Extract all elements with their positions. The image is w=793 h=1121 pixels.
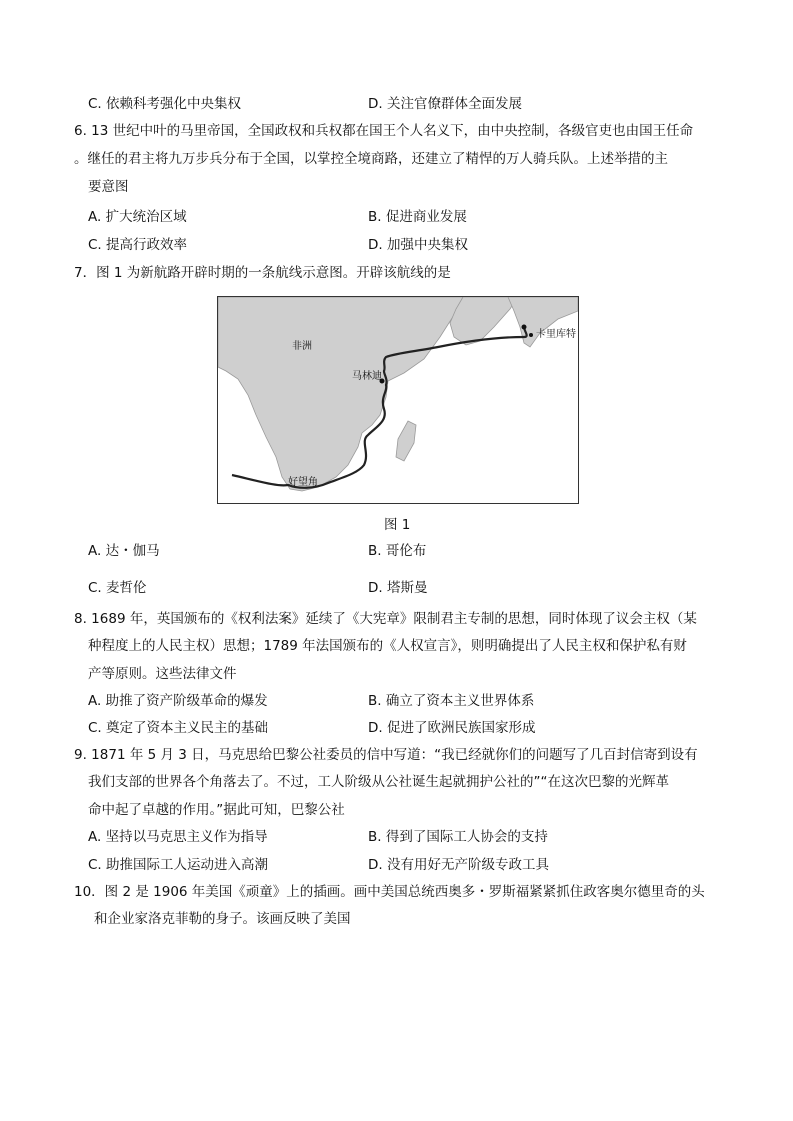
q9-stem-line3: 命中起了卓越的作用。”据此可知，巴黎公社 — [88, 802, 345, 818]
madagascar-island — [396, 421, 416, 461]
calicut-dot — [529, 333, 533, 337]
q6-option-b: B. 促进商业发展 — [368, 209, 467, 225]
calicut-point — [522, 325, 527, 330]
q8-option-c: C. 奠定了资本主义民主的基础 — [88, 720, 269, 736]
label-cape-of-good-hope: 好望角 — [288, 477, 318, 488]
q9-stem-line2: 我们支部的世界各个角落去了。不过，工人阶级从公社诞生起就拥护公社的”“在这次巴黎的光辉革 — [88, 774, 669, 790]
q9-stem-line1: 9. 1871 年 5 月 3 日，马克思给巴黎公社委员的信中写道：“我已经就你们的问题写了几百封信寄到设有 — [74, 747, 698, 763]
label-calicut: 卡里库特 — [536, 329, 576, 340]
q10-stem-line1: 10．图 2 是 1906 年美国《顽童》上的插画。画中美国总统西奥多・罗斯福紧紧抓住政客奥尔德里奇的头 — [74, 884, 705, 900]
q6-option-c: C. 提高行政效率 — [88, 237, 188, 253]
q6-stem-line1: 6. 13 世纪中叶的马里帝国，全国政权和兵权都在国王个人名义下，由中央控制，各级官吏也由国王任命 — [74, 123, 694, 139]
q7-stem-line1: 7．图 1 为新航路开辟时期的一条航线示意图。开辟该航线的是 — [74, 265, 451, 281]
q10-stem-line2: 和企业家洛克菲勒的身子。该画反映了美国 — [94, 911, 351, 927]
q6-option-d: D. 加强中央集权 — [368, 237, 468, 253]
q6-stem-line3: 要意图 — [88, 179, 129, 195]
q9-option-c: C. 助推国际工人运动进入高潮 — [88, 857, 269, 873]
q9-option-a: A. 坚持以马克思主义作为指导 — [88, 829, 268, 845]
africa-landmass — [218, 297, 463, 491]
q8-stem-line1: 8. 1689 年，英国颁布的《权利法案》延续了《大宪章》限制君主专制的思想，同时体现了议会主权（某 — [74, 611, 697, 627]
figure-1-caption: 图 1 — [384, 517, 411, 533]
q8-stem-line3: 产等原则。这些法律文件 — [88, 666, 237, 682]
q9-option-b: B. 得到了国际工人协会的支持 — [368, 829, 548, 845]
q7-option-d: D. 塔斯曼 — [368, 580, 428, 596]
route-map-figure — [217, 296, 579, 504]
q7-option-b: B. 哥伦布 — [368, 543, 427, 559]
q8-option-d: D. 促进了欧洲民族国家形成 — [368, 720, 536, 736]
q8-stem-line2: 种程度上的人民主权）思想；1789 年法国颁布的《人权宣言》，则明确提出了人民主权和保护私有财 — [88, 638, 687, 654]
q5-option-d: D. 关注官僚群体全面发展 — [368, 96, 522, 112]
label-malindi: 马林迪 — [352, 371, 382, 382]
q7-option-a: A. 达・伽马 — [88, 543, 160, 559]
route-map-svg — [218, 297, 578, 503]
label-africa: 非洲 — [292, 341, 312, 352]
q8-option-b: B. 确立了资本主义世界体系 — [368, 693, 535, 709]
q8-option-a: A. 助推了资产阶级革命的爆发 — [88, 693, 268, 709]
q6-option-a: A. 扩大统治区域 — [88, 209, 187, 225]
q6-stem-line2: 。继任的君主将九万步兵分布于全国，以掌控全境商路，还建立了精悍的万人骑兵队。上述举措的主 — [74, 151, 668, 167]
q9-option-d: D. 没有用好无产阶级专政工具 — [368, 857, 549, 873]
q7-option-c: C. 麦哲伦 — [88, 580, 147, 596]
q5-option-c: C. 依赖科考强化中央集权 — [88, 96, 242, 112]
